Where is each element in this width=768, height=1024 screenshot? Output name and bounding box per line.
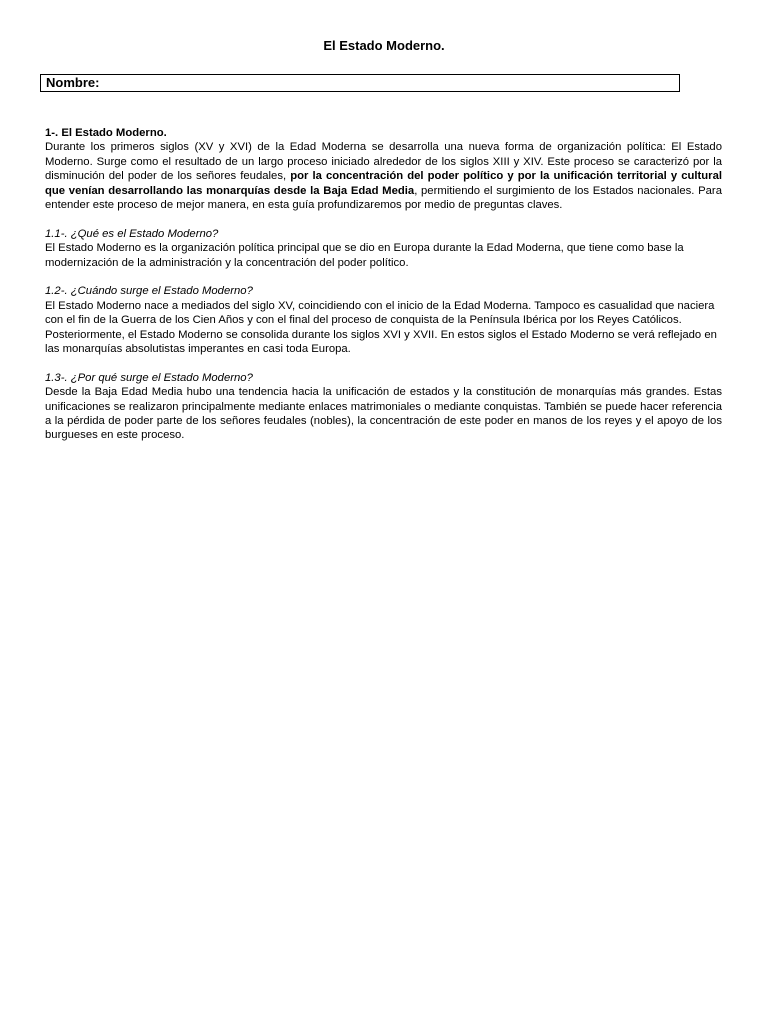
q2-paragraph-1: El Estado Moderno nace a mediados del siglo XV, coincidiendo con el inicio de la Edad Moderna. Tampoco es casualidad que naciera con el fin de la Guerra de los Cien Años y con el final del proceso de conquista de la Península Ibérica por los Reyes Católicos. <box>45 299 715 327</box>
q2-paragraph-2: Posteriormente, el Estado Moderno se consolida durante los siglos XVI y XVII. En estos siglos el Estado Moderno se verá reflejado en las monarquías absolutistas imperantes en casi toda Europa. <box>45 328 717 356</box>
section-q1 <box>45 227 722 270</box>
section-heading-q1: 1.1-. ¿Qué es el Estado Moderno? <box>45 227 219 240</box>
document-title: El Estado Moderno. <box>323 38 445 53</box>
q1-paragraph: El Estado Moderno es la organización política principal que se dio en Europa durante la Edad Moderna, que tiene como base la modernización de la administración y la concentración del poder político. <box>45 242 684 269</box>
intro-paragraph <box>45 140 722 212</box>
section-q2 <box>45 284 722 356</box>
name-field-box <box>40 74 680 92</box>
section-heading-q3: 1.3-. ¿Por qué surge el Estado Moderno? <box>45 371 253 384</box>
intro-text-part-1: Durante los primeros siglos (XV y XVI) de la Edad Moderna se desarrolla una nueva forma de organización política: El Estado Moderno. Surge como el resultado de un largo proceso iniciado alrededor de los siglos XIII y XIV. Este proceso se caracterizó por la disminución del poder de los señores feudales, <box>45 141 722 183</box>
section-heading-intro: 1-. El Estado Moderno. <box>45 127 167 139</box>
section-q3 <box>45 371 722 443</box>
document-body <box>45 126 722 457</box>
section-intro <box>45 126 722 212</box>
intro-text-bold: por la concentración del poder político y por la unificación territorial y cultural que venían desarrollando las monarquías desde la Baja Edad Media <box>45 170 722 197</box>
intro-text-part-2: , permitiendo el surgimiento de los Estados nacionales. Para entender este proceso de mejor manera, en esta guía profundizaremos por medio de preguntas claves. <box>45 184 722 212</box>
name-label: Nombre: <box>46 75 100 90</box>
q3-paragraph: Desde la Baja Edad Media hubo una tendencia hacia la unificación de estados y la constitución de monarquías más grandes. Estas unificaciones se realizaron principalmente mediante enlaces matrimoniales o mediante conquistas. También se puede hacer referencia a la pérdida de poder parte de los señores feudales (nobles), la concentración de este poder en manos de los reyes y el apoyo de los burgueses en este proceso. <box>45 386 722 442</box>
section-heading-q2: 1.2-. ¿Cuándo surge el Estado Moderno? <box>45 285 253 298</box>
